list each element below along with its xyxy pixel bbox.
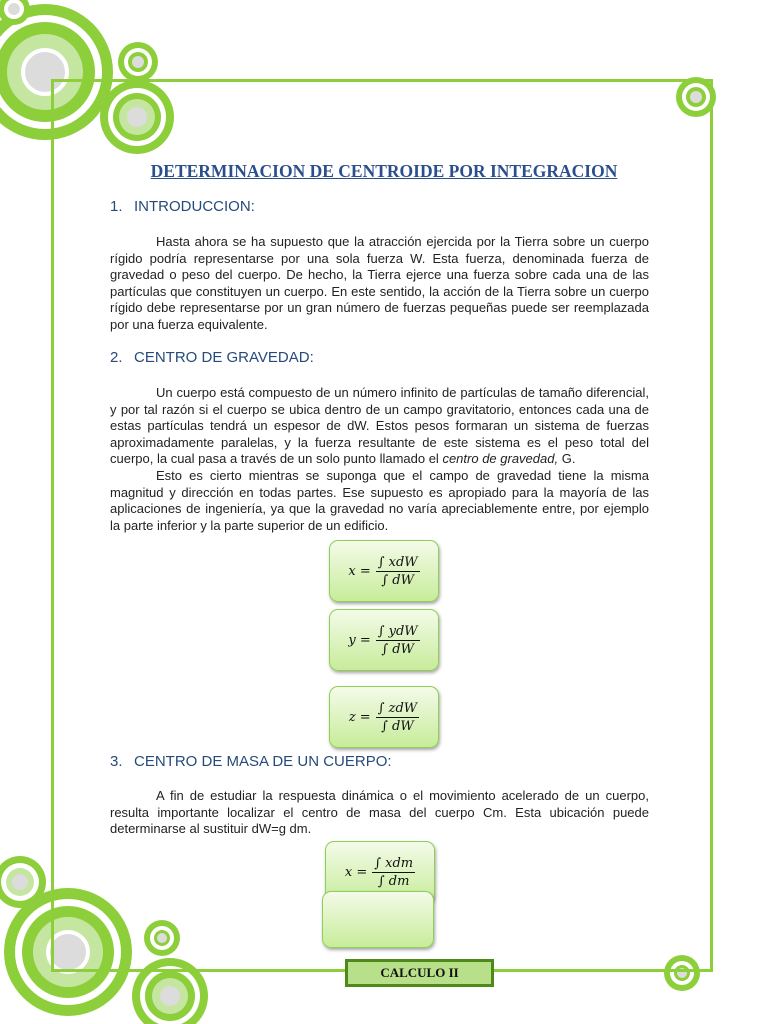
- formula-box-x-gravity: [329, 540, 439, 602]
- formula-numerator: ∫ xdm: [374, 855, 414, 871]
- section-heading-centro-de-gravedad: [110, 349, 314, 366]
- formula-fraction: [376, 701, 419, 734]
- formula-denominator: ∫ dW: [381, 718, 414, 734]
- gravity-paragraph-2: Esto es cierto mientras se suponga que el campo de gravedad tiene la misma magnitud y dirección en todas partes. Ese supuesto es apropiado para la mayoría de las aplicaciones de ingeniería, ya que la gravedad no varía apreciablemente entre, por ejemplo la parte inferior y la parte superior de un edificio.: [110, 467, 649, 533]
- formula-lhs: x =: [348, 563, 371, 579]
- paragraph-text: Hasta ahora se ha supuesto que la atracción ejercida por la Tierra sobre un cuerpo rígido podría representarse por una sola fuerza W. Esta fuerza, denominada fuerza de gravedad o peso del cuerpo. De hecho, la Tierra ejerce una fuerza sobre cada una de las partículas que constituyen un cuerpo. En este sentido, la acción de la Tierra sobre un cuerpo rígido debe representarse por un gran número de fuerzas pequeñas puede ser reemplazada por una fuerza equivalente.: [110, 234, 649, 332]
- section-number: 3.: [110, 753, 123, 770]
- formula-numerator: ∫ zdW: [377, 700, 418, 716]
- formula-numerator: ∫ ydW: [377, 623, 418, 639]
- intro-paragraph: [110, 234, 649, 334]
- formula-box-y-gravity: [329, 609, 439, 671]
- paragraph-text: A fin de estudiar la respuesta dinámica o el movimiento acelerado de un cuerpo, resulta importante localizar el centro de masa del cuerpo Cm. Esta ubicación puede determinarse al sustituir dW=g dm.: [110, 788, 649, 837]
- section-heading-text: CENTRO DE GRAVEDAD:: [134, 349, 314, 366]
- section-heading-text: CENTRO DE MASA DE UN CUERPO:: [134, 753, 392, 770]
- formula-box-empty: [322, 891, 434, 948]
- footer-course-label: CALCULO II: [345, 959, 494, 987]
- formula-fraction: [376, 555, 420, 588]
- section-heading-centro-de-masa: [110, 753, 392, 770]
- formula-denominator: ∫ dm: [377, 873, 410, 889]
- formula-numerator: ∫ xdW: [377, 554, 418, 570]
- mass-paragraph: [110, 788, 649, 838]
- formula-lhs: z =: [348, 709, 371, 725]
- formula-fraction: [372, 856, 415, 889]
- formula-denominator: ∫ dW: [381, 641, 414, 657]
- formula-denominator: ∫ dW: [381, 572, 414, 588]
- formula-fraction: [376, 624, 420, 657]
- formula-lhs: x =: [344, 864, 368, 880]
- section-number: 1.: [110, 198, 123, 215]
- document-title: DETERMINACION DE CENTROIDE POR INTEGRACION: [150, 161, 618, 181]
- formula-box-z-gravity: [329, 686, 439, 748]
- gravity-paragraph-1: [110, 385, 649, 468]
- section-heading-introduccion: [110, 198, 255, 215]
- paragraph-text: Un cuerpo está compuesto de un número infinito de partículas de tamaño diferencial, y por tal razón si el cuerpo se ubica dentro de un campo gravitatorio, entonces cada una de estas partículas tendrá un espesor de dW. Estos pesos formaran un sistema de fuerzas aproximadamente paralelas, y la fuerza resultante de este sistema es el peso total del cuerpo, la cual pasa a través de un solo punto llamado el: [110, 385, 649, 467]
- section-heading-text: INTRODUCCION:: [134, 198, 255, 215]
- formula-lhs: y =: [348, 632, 371, 648]
- gravity-paragraphs: [110, 385, 649, 534]
- italic-term: centro de gravedad,: [442, 451, 559, 467]
- section-number: 2.: [110, 349, 123, 366]
- paragraph-tail: G.: [558, 451, 576, 467]
